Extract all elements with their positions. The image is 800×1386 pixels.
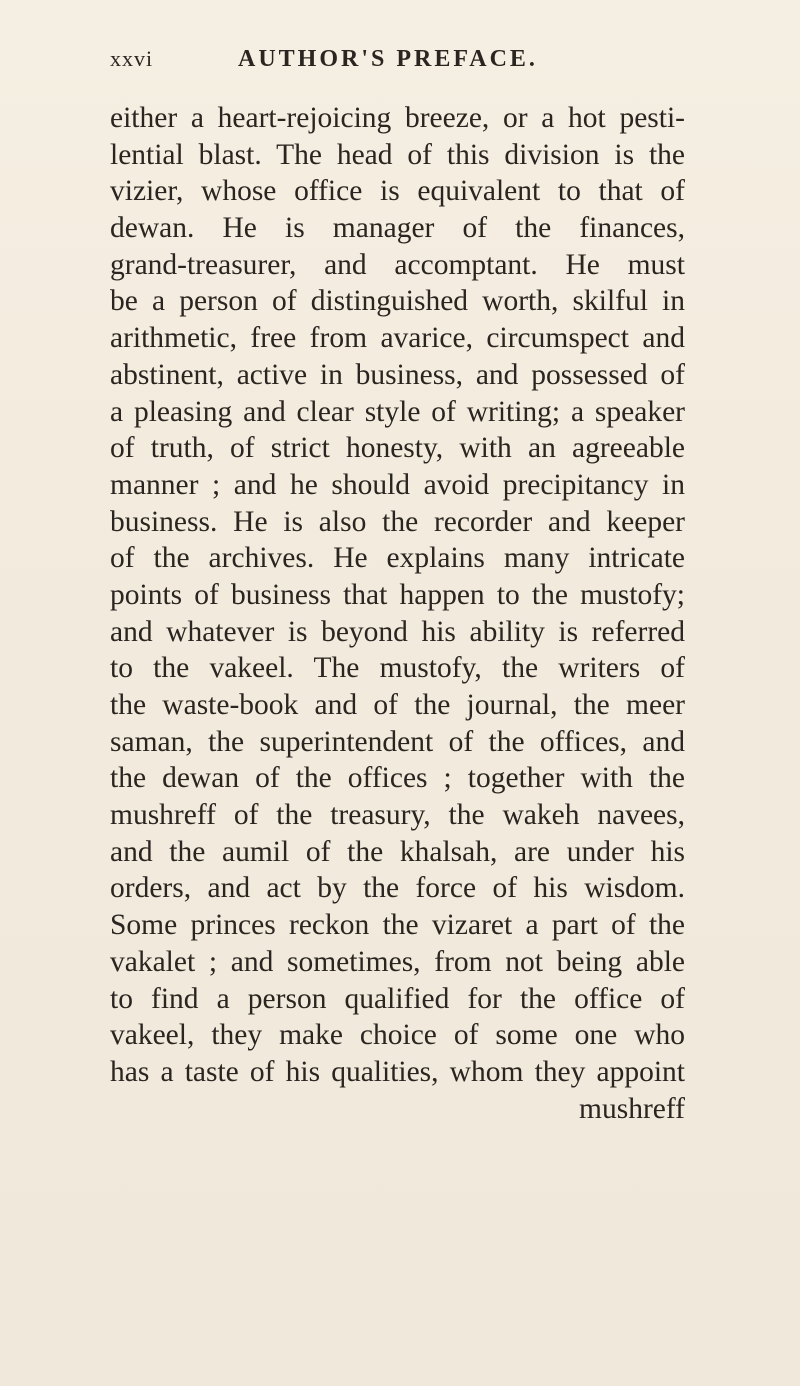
text-line: dewan. He is manager of the finances, xyxy=(110,212,685,245)
text-line: vizier, whose office is equivalent to that of xyxy=(110,175,685,208)
running-head xyxy=(110,46,670,86)
text-line: business. He is also the recorder and keeper xyxy=(110,505,685,538)
text-line: saman, the superintendent of the offices, and xyxy=(110,725,685,758)
text-line: of the archives. He explains many intricate xyxy=(110,542,685,575)
text-line: lential blast. The head of this division is the xyxy=(110,138,685,171)
text-line: grand-treasurer, and accomptant. He must xyxy=(110,248,685,281)
text-line: abstinent, active in business, and possessed of xyxy=(110,358,685,391)
text-line: Some princes reckon the vizaret a part of the xyxy=(110,909,685,942)
text-line: has a taste of his qualities, whom they appoint xyxy=(110,1055,685,1088)
text-line: to the vakeel. The mustofy, the writers of xyxy=(110,652,685,685)
text-line: manner ; and he should avoid precipitancy in xyxy=(110,468,685,501)
text-line: be a person of distinguished worth, skilful in xyxy=(110,285,685,318)
text-line: the dewan of the offices ; together with the xyxy=(110,762,685,795)
text-line: vakalet ; and sometimes, from not being able xyxy=(110,945,685,978)
text-line: points of business that happen to the mustofy; xyxy=(110,578,685,611)
body-text xyxy=(110,100,685,1127)
text-line: and whatever is beyond his ability is referred xyxy=(110,615,685,648)
text-line: either a heart-rejoicing breeze, or a hot pesti- xyxy=(110,102,685,134)
text-line: and the aumil of the khalsah, are under his xyxy=(110,835,685,868)
text-line: a pleasing and clear style of writing; a speaker xyxy=(110,395,685,428)
text-line: arithmetic, free from avarice, circumspect and xyxy=(110,322,685,355)
page-number: xxvi xyxy=(110,46,154,71)
text-line: the waste-book and of the journal, the meer xyxy=(110,689,685,721)
text-line: orders, and act by the force of his wisdom. xyxy=(110,872,685,905)
text-line: vakeel, they make choice of some one who xyxy=(110,1019,685,1052)
text-line: mushreff of the treasury, the wakeh navees, xyxy=(110,799,685,832)
text-line: of truth, of strict honesty, with an agreeable xyxy=(110,432,685,465)
running-title: AUTHOR'S PREFACE. xyxy=(238,46,538,72)
text-line: to find a person qualified for the office of xyxy=(110,982,685,1015)
catchword: mushreff xyxy=(579,1092,685,1125)
